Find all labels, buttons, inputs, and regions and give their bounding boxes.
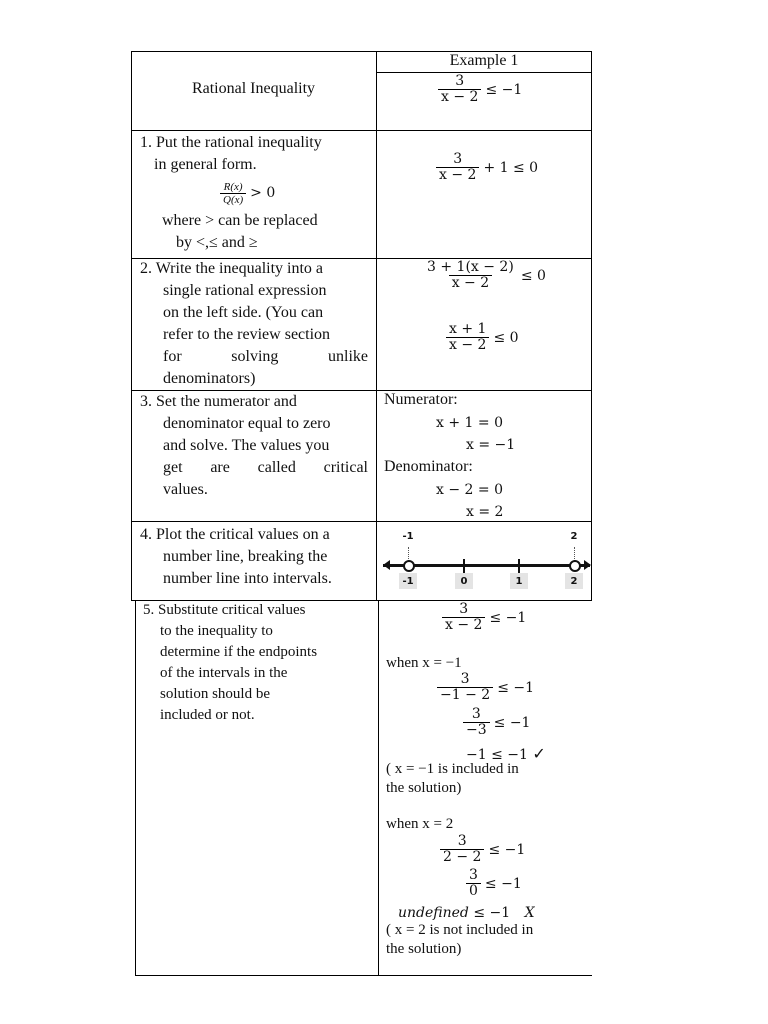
when-neg1-step-b — [463, 707, 530, 738]
step2-solution-b-denominator: x − 2 — [446, 337, 489, 353]
step1-solution-numerator: 3 — [453, 151, 463, 167]
step5-line: of the intervals in the — [160, 665, 288, 681]
when-neg1-a-rhs: ≤ −1 — [497, 679, 535, 696]
denominator-equation: x − 2 = 0 — [436, 482, 503, 498]
check-icon: ✓ — [532, 744, 546, 763]
step1-solution-rhs: + 1 ≤ 0 — [483, 159, 539, 176]
table-title: Rational Inequality — [191, 80, 316, 97]
when-2-b-numerator: 3 — [469, 867, 478, 883]
when-neg1-note-line1: ( x = −1 is included in — [386, 761, 519, 777]
when-2-note-line1: ( x = 2 is not included in — [386, 922, 534, 938]
step2-line: on the left side. (You can — [163, 304, 324, 321]
step3-line: get are called critical — [163, 459, 368, 476]
general-form-rhs: > 0 — [250, 185, 276, 201]
step2-solution-a — [424, 260, 546, 291]
step2-solution-a-numerator: 3 + 1(x − 2) — [427, 259, 514, 275]
arrow-left-icon — [383, 560, 390, 570]
general-form-fraction — [220, 181, 246, 206]
step5-line: to the inequality to — [160, 623, 273, 639]
step2-line: refer to the review section — [163, 326, 331, 343]
example-fraction — [438, 74, 481, 105]
when-2-b-fraction — [466, 868, 481, 899]
step5-inequality — [442, 602, 526, 633]
when-2-note-line2: the solution) — [386, 941, 462, 957]
step5-text — [143, 600, 375, 726]
step5-line: 5. Substitute critical values — [143, 602, 306, 618]
critical-label-neg1: -1 — [402, 530, 414, 542]
arrow-right-icon — [584, 560, 591, 570]
step4-text — [140, 524, 370, 590]
when-neg1-b-numerator: 3 — [471, 706, 481, 722]
step2-solution-a-rhs: ≤ 0 — [520, 267, 546, 284]
step2-solution-a-denominator: x − 2 — [449, 275, 492, 291]
step3-line: denominator equal to zero — [163, 415, 331, 432]
when-neg1-note-line2: the solution) — [386, 780, 462, 796]
step3-text — [140, 391, 368, 501]
step1-solution-fraction — [436, 152, 479, 183]
tick-label-2: 2 — [565, 573, 583, 589]
step2-line: denominators) — [163, 370, 256, 387]
step2-solution-b — [446, 322, 519, 353]
when-2-a-numerator: 3 — [457, 833, 467, 849]
step2-line: single rational expression — [163, 282, 327, 299]
when-2-a-rhs: ≤ −1 — [488, 841, 526, 858]
tick-1 — [518, 559, 520, 573]
general-form-numerator: R(x) — [223, 180, 243, 193]
step3-line: 3. Set the numerator and — [140, 393, 297, 410]
when-2-step-c — [398, 905, 535, 921]
open-circle-icon — [403, 560, 415, 572]
when-2-b-rhs: ≤ −1 — [484, 875, 522, 892]
step5-numerator: 3 — [459, 601, 469, 617]
step5-fraction — [442, 602, 485, 633]
step5-rhs: ≤ −1 — [489, 609, 527, 626]
step1-line: in general form. — [154, 156, 257, 173]
example-numerator: 3 — [455, 73, 465, 89]
when-neg1-label: when x = −1 — [386, 655, 462, 671]
when-2-label: when x = 2 — [386, 816, 454, 832]
step3-line: values. — [163, 481, 208, 498]
example-inequality — [438, 74, 522, 105]
guide-neg1 — [408, 547, 409, 561]
tick-label-1: 1 — [510, 573, 528, 589]
step1-line: 1. Put the rational inequality — [140, 134, 322, 151]
when-neg1-step-a — [437, 672, 534, 703]
step2-line: for solving unlike — [163, 348, 368, 365]
when-neg1-b-rhs: ≤ −1 — [493, 714, 531, 731]
guide-2 — [574, 547, 575, 561]
step1-line: where > can be replaced — [162, 212, 318, 229]
step1-general-form — [140, 176, 372, 210]
step3-line: and solve. The values you — [163, 437, 330, 454]
when-2-a-denominator: 2 − 2 — [440, 849, 484, 865]
step1-text — [140, 132, 372, 254]
numerator-solution: x = −1 — [466, 437, 516, 453]
step2-line: 2. Write the inequality into a — [140, 260, 324, 277]
step5-line: solution should be — [160, 686, 271, 702]
when-2-c-word: undefined — [398, 905, 469, 921]
numerator-label: Numerator: — [384, 391, 458, 408]
step2-solution-b-rhs: ≤ 0 — [493, 329, 519, 346]
tick-label-neg1: -1 — [399, 573, 417, 589]
tick-0 — [463, 559, 465, 573]
example-rhs: ≤ −1 — [485, 81, 523, 98]
when-2-c-rhs: ≤ −1 — [473, 905, 511, 921]
when-neg1-a-fraction — [437, 672, 493, 703]
when-2-step-a — [440, 834, 525, 865]
cross-icon: X — [524, 905, 535, 921]
general-form-denominator: Q(x) — [220, 193, 246, 206]
step2-text — [140, 258, 368, 390]
denominator-solution: x = 2 — [466, 504, 504, 520]
step2-solution-b-numerator: x + 1 — [449, 321, 487, 337]
step1-solution-denominator: x − 2 — [436, 167, 479, 183]
step5-line: determine if the endpoints — [160, 644, 318, 660]
critical-label-2: 2 — [570, 530, 578, 542]
step4-line: number line, breaking the — [163, 548, 328, 565]
when-neg1-a-numerator: 3 — [460, 671, 470, 687]
numerator-equation: x + 1 = 0 — [436, 415, 503, 431]
example-denominator: x − 2 — [438, 89, 481, 105]
step1-line: by <,≤ and ≥ — [176, 234, 258, 251]
when-2-a-fraction — [440, 834, 484, 865]
when-2-b-denominator: 0 — [466, 883, 481, 899]
when-neg1-b-fraction — [463, 707, 490, 738]
when-neg1-a-denominator: −1 − 2 — [437, 687, 493, 703]
example-label: Example 1 — [449, 52, 519, 69]
open-circle-icon — [569, 560, 581, 572]
step2-solution-a-fraction — [424, 260, 517, 291]
tick-label-0: 0 — [455, 573, 473, 589]
step4-line: 4. Plot the critical values on a — [140, 526, 330, 543]
when-2-step-b — [466, 868, 522, 899]
when-neg1-b-denominator: −3 — [463, 722, 490, 738]
step5-denominator: x − 2 — [442, 617, 485, 633]
denominator-label: Denominator: — [384, 458, 473, 475]
step1-solution — [436, 152, 538, 183]
step5-line: included or not. — [160, 707, 255, 723]
when-neg1-c-text: −1 ≤ −1 — [466, 747, 528, 763]
step4-line: number line into intervals. — [163, 570, 332, 587]
step2-solution-b-fraction — [446, 322, 489, 353]
